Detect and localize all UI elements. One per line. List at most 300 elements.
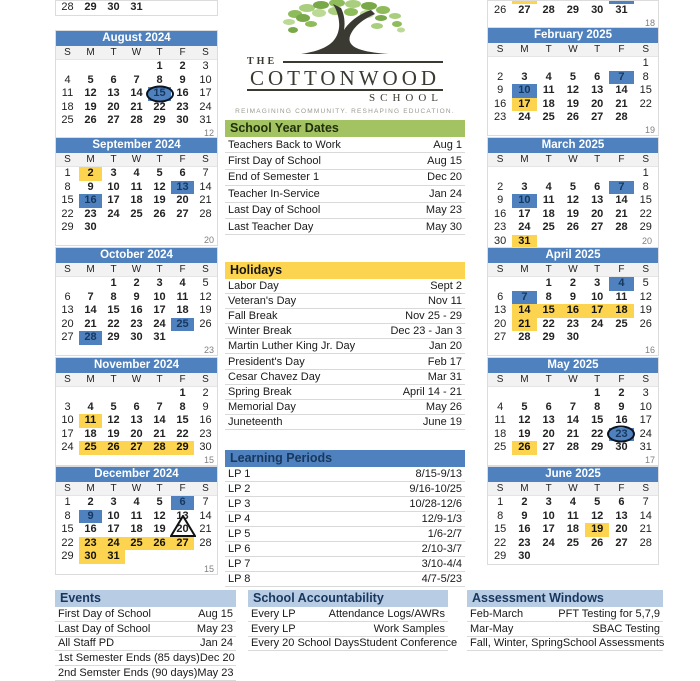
week-row bbox=[488, 304, 658, 318]
day-cell: 13 bbox=[591, 194, 604, 206]
day-cell: 24 bbox=[61, 441, 74, 453]
day-cell: 15 bbox=[591, 414, 604, 426]
day-cell bbox=[537, 167, 561, 181]
day-cell: 23 bbox=[199, 427, 212, 440]
row-value: Jan 20 bbox=[428, 340, 462, 353]
day-cell bbox=[634, 331, 658, 345]
week-row bbox=[56, 510, 217, 524]
day-cell: 29 bbox=[494, 550, 507, 562]
weekday-letter: T bbox=[110, 483, 117, 494]
calendar-april-2025 bbox=[487, 247, 659, 356]
week-row bbox=[488, 414, 658, 428]
day-cell: 6 bbox=[497, 290, 504, 303]
weekday-header bbox=[488, 373, 658, 387]
day-cell: 10 bbox=[512, 194, 536, 208]
weekday-letter: W bbox=[568, 264, 578, 275]
day-cell: 22 bbox=[639, 207, 652, 220]
day-cell bbox=[585, 550, 609, 564]
day-cell: 30 bbox=[615, 441, 628, 453]
day-cell bbox=[488, 167, 512, 181]
row-value: May 30 bbox=[425, 220, 462, 233]
day-cell: 24 bbox=[518, 111, 531, 123]
day-cell: 16 bbox=[518, 523, 531, 535]
row-value: Aug 1 bbox=[433, 138, 462, 151]
day-cell: 28 bbox=[61, 1, 74, 13]
day-cell bbox=[56, 277, 79, 291]
day-cell: 11 bbox=[176, 290, 189, 303]
day-cell: 28 bbox=[566, 441, 580, 453]
month-title: May 2025 bbox=[488, 358, 658, 373]
day-cell: 29 bbox=[171, 441, 194, 455]
month-title: March 2025 bbox=[488, 138, 658, 153]
day-cell: 20 bbox=[542, 427, 555, 440]
day-cell: 24 bbox=[153, 317, 166, 330]
day-cell bbox=[512, 277, 536, 291]
week-row bbox=[488, 84, 658, 98]
day-cell: 6 bbox=[133, 400, 140, 413]
day-cell: 27 bbox=[518, 4, 531, 16]
weekday-letter: S bbox=[202, 47, 209, 58]
day-cell: 27 bbox=[176, 207, 189, 220]
day-cell: 30 bbox=[130, 331, 143, 343]
day-cell bbox=[609, 235, 633, 249]
row-label: LP 1 bbox=[228, 468, 251, 480]
day-cell: 15 bbox=[537, 304, 561, 318]
day-cell: 3 bbox=[594, 277, 601, 289]
weekday-letter: W bbox=[131, 483, 142, 494]
day-cell: 26 bbox=[566, 111, 580, 123]
week-row bbox=[488, 550, 658, 564]
row-label: Fall, Winter, Spring bbox=[470, 637, 563, 650]
row-value: Dec 20 bbox=[427, 171, 462, 184]
calendar-august-2024 bbox=[55, 30, 218, 139]
day-cell: 21 bbox=[615, 207, 628, 220]
day-cell: 3 bbox=[521, 180, 528, 193]
weekday-header bbox=[56, 46, 217, 60]
day-cell: 26 bbox=[148, 537, 171, 551]
week-row bbox=[488, 194, 658, 208]
week-row bbox=[56, 441, 217, 455]
table-row bbox=[55, 607, 236, 622]
day-cell: 25 bbox=[542, 111, 555, 123]
weekday-letter: S bbox=[642, 154, 650, 165]
day-cell bbox=[512, 57, 536, 71]
weekday-header bbox=[56, 482, 217, 496]
row-value: Work Samples bbox=[373, 622, 445, 635]
week-row bbox=[488, 523, 658, 537]
day-cell bbox=[561, 235, 585, 249]
day-cell: 18 bbox=[566, 523, 580, 535]
weekday-letter: M bbox=[86, 483, 95, 494]
table-row bbox=[55, 651, 236, 666]
day-cell: 5 bbox=[110, 400, 117, 413]
week-row bbox=[56, 74, 217, 88]
weekday-letter: S bbox=[64, 264, 71, 275]
table-row bbox=[55, 622, 236, 637]
row-label: First Day of School bbox=[228, 155, 321, 168]
week-row bbox=[488, 331, 658, 345]
weekday-letter: M bbox=[520, 374, 529, 385]
day-cell: 31 bbox=[153, 331, 166, 343]
weekday-letter: T bbox=[594, 483, 601, 494]
day-cell bbox=[634, 550, 658, 564]
day-cell bbox=[125, 387, 148, 401]
day-cell bbox=[125, 221, 148, 235]
day-cell: 5 bbox=[521, 400, 528, 413]
weekday-letter: W bbox=[131, 264, 142, 275]
assessment-windows-table bbox=[467, 590, 663, 651]
day-cell: 14 bbox=[130, 87, 143, 99]
day-cell: 20 bbox=[615, 523, 628, 535]
day-cell bbox=[634, 111, 658, 125]
row-label: Labor Day bbox=[228, 280, 279, 293]
day-cell: 23 bbox=[609, 428, 633, 442]
day-cell: 21 bbox=[566, 427, 580, 440]
day-cell: 3 bbox=[545, 496, 552, 508]
weekday-letter: S bbox=[642, 264, 650, 275]
calendar-march-2025 bbox=[487, 137, 659, 249]
row-value: 4/7-5/23 bbox=[421, 573, 462, 585]
tree-icon bbox=[265, 0, 425, 56]
week-row bbox=[56, 1, 217, 15]
week-row bbox=[488, 98, 658, 112]
row-value: Nov 25 - 29 bbox=[405, 310, 462, 323]
day-cell: 25 bbox=[615, 317, 628, 330]
week-row bbox=[56, 401, 217, 415]
day-cell: 10 bbox=[107, 509, 120, 522]
day-cell: 3 bbox=[521, 70, 528, 83]
row-label: All Staff PD bbox=[58, 637, 115, 650]
day-cell: 13 bbox=[61, 304, 74, 316]
day-cell: 29 bbox=[107, 331, 120, 343]
day-cell: 5 bbox=[569, 180, 576, 193]
weekday-letter: F bbox=[618, 154, 625, 165]
week-row bbox=[56, 114, 217, 128]
day-cell: 14 bbox=[615, 84, 628, 96]
day-cell: 4 bbox=[569, 496, 576, 508]
day-cell: 23 bbox=[130, 317, 143, 330]
week-row bbox=[488, 318, 658, 332]
month-title: August 2024 bbox=[56, 31, 217, 46]
day-cell: 3 bbox=[202, 60, 209, 72]
week-row bbox=[488, 401, 658, 415]
weekday-letter: T bbox=[156, 374, 163, 385]
day-cell: 18 bbox=[494, 427, 507, 440]
day-cell: 2 bbox=[497, 180, 504, 193]
week-row bbox=[488, 167, 658, 181]
row-label: Mar-May bbox=[470, 622, 514, 635]
day-cell bbox=[512, 387, 536, 401]
day-cell: 28 bbox=[79, 331, 102, 345]
row-value: Dec 23 - Jan 3 bbox=[390, 325, 462, 338]
day-cell: 29 bbox=[591, 441, 604, 453]
day-cell: 14 bbox=[84, 304, 97, 316]
weekday-letter: S bbox=[496, 374, 504, 385]
day-cell: 2 bbox=[618, 387, 625, 399]
day-cell: 12 bbox=[153, 180, 166, 193]
day-cell: 18 bbox=[61, 100, 74, 113]
day-cell: 16 bbox=[494, 207, 507, 220]
month-title: September 2024 bbox=[56, 138, 217, 153]
day-cell: 16 bbox=[84, 523, 97, 535]
row-label: LP 3 bbox=[228, 498, 251, 510]
school-day-count: 18 bbox=[644, 17, 655, 28]
day-cell: 25 bbox=[542, 221, 555, 233]
row-value: May 26 bbox=[425, 400, 462, 413]
table-row bbox=[467, 622, 663, 637]
day-cell: 6 bbox=[64, 290, 71, 303]
week-row bbox=[56, 221, 217, 235]
day-cell bbox=[102, 387, 125, 401]
day-cell: 28 bbox=[518, 331, 531, 343]
day-cell: 26 bbox=[84, 114, 97, 126]
day-cell: 8 bbox=[642, 180, 649, 193]
day-cell bbox=[148, 1, 171, 15]
row-value: 1/6-2/7 bbox=[427, 528, 462, 540]
school-year-dates-table bbox=[225, 120, 465, 235]
day-cell: 3 bbox=[110, 167, 117, 179]
day-cell: 8 bbox=[110, 290, 117, 303]
day-cell: 14 bbox=[615, 194, 628, 206]
day-cell: 17 bbox=[542, 523, 555, 535]
day-cell: 13 bbox=[171, 181, 194, 195]
day-cell: 7 bbox=[156, 400, 163, 413]
day-cell: 1 bbox=[156, 60, 163, 72]
table-row bbox=[225, 203, 465, 219]
day-cell: 2 bbox=[521, 496, 528, 508]
day-cell: 16 bbox=[561, 304, 585, 318]
day-cell: 13 bbox=[176, 509, 189, 522]
day-cell: 15 bbox=[107, 304, 120, 316]
day-cell: 17 bbox=[153, 304, 166, 316]
row-label: Juneteenth bbox=[228, 415, 283, 428]
section-header: School Year Dates bbox=[225, 120, 465, 137]
day-cell: 19 bbox=[585, 523, 609, 537]
day-cell bbox=[194, 331, 217, 345]
day-cell: 25 bbox=[125, 537, 148, 551]
day-cell bbox=[194, 550, 217, 564]
day-cell: 22 bbox=[542, 317, 555, 330]
day-cell: 28 bbox=[615, 221, 628, 233]
day-cell: 21 bbox=[639, 523, 652, 535]
row-label: LP 5 bbox=[228, 528, 251, 540]
day-cell: 16 bbox=[494, 97, 507, 110]
day-cell bbox=[537, 550, 561, 564]
day-cell: 18 bbox=[84, 427, 97, 440]
day-cell: 17 bbox=[585, 304, 609, 318]
table-row bbox=[55, 666, 236, 681]
calendar-december-2024 bbox=[55, 466, 218, 575]
day-cell bbox=[102, 60, 125, 74]
cottonwood-school-logo bbox=[225, 0, 465, 114]
day-cell: 23 bbox=[79, 537, 102, 551]
day-cell: 17 bbox=[518, 207, 531, 220]
table-row bbox=[225, 170, 465, 186]
day-cell: 27 bbox=[615, 536, 628, 549]
day-cell: 29 bbox=[639, 221, 652, 233]
day-cell: 20 bbox=[591, 207, 604, 220]
day-cell: 17 bbox=[512, 98, 536, 112]
day-cell: 7 bbox=[642, 496, 649, 508]
day-cell: 27 bbox=[61, 331, 74, 343]
table-row bbox=[225, 186, 465, 202]
table-row bbox=[225, 527, 465, 542]
day-cell: 26 bbox=[494, 4, 507, 16]
month-title: June 2025 bbox=[488, 467, 658, 482]
row-value: Mar 31 bbox=[427, 370, 462, 383]
day-cell bbox=[148, 550, 171, 564]
table-row bbox=[248, 607, 448, 622]
table-row bbox=[225, 467, 465, 482]
school-day-count: 15 bbox=[203, 454, 214, 465]
weekday-letter: S bbox=[496, 154, 504, 165]
day-cell: 22 bbox=[494, 536, 507, 549]
weekday-letter: T bbox=[110, 154, 117, 165]
row-value: 12/9-1/3 bbox=[421, 513, 462, 525]
logo-tagline: REIMAGINING COMMUNITY. RESHAPING EDUCATION. bbox=[235, 108, 455, 115]
day-cell: 2 bbox=[569, 277, 576, 289]
day-cell: 7 bbox=[202, 496, 209, 508]
day-cell bbox=[634, 4, 658, 18]
weekday-letter: T bbox=[156, 154, 163, 165]
day-cell: 12 bbox=[566, 194, 580, 206]
day-cell: 7 bbox=[569, 400, 576, 413]
table-row bbox=[225, 370, 465, 385]
day-cell: 25 bbox=[566, 536, 580, 549]
weekday-letter: F bbox=[179, 264, 186, 275]
day-cell bbox=[194, 221, 217, 235]
day-cell: 24 bbox=[542, 536, 555, 549]
day-cell: 3 bbox=[110, 496, 117, 508]
day-cell: 27 bbox=[591, 111, 604, 123]
table-row bbox=[467, 637, 663, 652]
row-label: Last Teacher Day bbox=[228, 220, 314, 233]
day-cell: 21 bbox=[153, 427, 166, 440]
day-cell: 11 bbox=[542, 84, 555, 96]
day-cell: 18 bbox=[542, 207, 555, 220]
day-cell: 1 bbox=[594, 387, 601, 399]
day-cell: 31 bbox=[130, 1, 143, 13]
row-value: Attendance Logs/AWRs bbox=[328, 607, 445, 620]
month-title: December 2024 bbox=[56, 467, 217, 482]
day-cell: 17 bbox=[199, 87, 212, 99]
row-value: Jan 24 bbox=[199, 637, 233, 650]
day-cell: 5 bbox=[156, 167, 163, 179]
day-cell: 28 bbox=[542, 4, 555, 16]
table-row bbox=[225, 354, 465, 369]
table-row bbox=[225, 542, 465, 557]
row-label: LP 7 bbox=[228, 558, 251, 570]
day-cell: 7 bbox=[133, 73, 140, 86]
weekday-letter: S bbox=[496, 483, 504, 494]
day-cell: 26 bbox=[566, 221, 580, 233]
day-cell: 11 bbox=[130, 180, 143, 193]
school-day-count: 19 bbox=[644, 124, 655, 135]
section-header: School Accountability bbox=[248, 590, 448, 607]
week-row bbox=[488, 387, 658, 401]
table-row bbox=[225, 512, 465, 527]
day-cell: 20 bbox=[176, 194, 189, 206]
weekday-letter: M bbox=[520, 154, 529, 165]
week-row bbox=[488, 291, 658, 305]
row-label: LP 4 bbox=[228, 513, 251, 525]
day-cell: 8 bbox=[594, 400, 601, 413]
day-cell: 15 bbox=[639, 194, 652, 206]
day-cell: 29 bbox=[61, 550, 74, 562]
day-cell: 14 bbox=[199, 509, 212, 522]
day-cell: 16 bbox=[615, 414, 628, 426]
table-row bbox=[467, 607, 663, 622]
row-value: Aug 15 bbox=[427, 155, 462, 168]
weekday-letter: T bbox=[110, 264, 117, 275]
day-cell bbox=[537, 235, 561, 249]
day-cell: 10 bbox=[591, 290, 604, 303]
day-cell: 3 bbox=[156, 277, 163, 289]
day-cell: 18 bbox=[130, 523, 143, 535]
weekday-letter: W bbox=[131, 154, 142, 165]
day-cell: 8 bbox=[64, 509, 71, 522]
week-row bbox=[56, 208, 217, 222]
day-cell bbox=[561, 550, 585, 564]
row-label: LP 2 bbox=[228, 483, 251, 495]
week-row bbox=[488, 235, 658, 249]
row-value: Feb 17 bbox=[427, 355, 462, 368]
day-cell bbox=[537, 57, 561, 71]
day-cell bbox=[56, 60, 79, 74]
row-label: Fall Break bbox=[228, 310, 278, 323]
day-cell: 28 bbox=[639, 536, 652, 549]
weekday-letter: S bbox=[64, 483, 71, 494]
row-label: Winter Break bbox=[228, 325, 292, 338]
day-cell: 10 bbox=[639, 400, 652, 413]
day-cell: 1 bbox=[642, 167, 649, 179]
table-row bbox=[225, 137, 465, 153]
day-cell bbox=[585, 57, 609, 71]
day-cell: 26 bbox=[512, 441, 536, 455]
day-cell: 28 bbox=[130, 114, 143, 126]
row-value: Jan 24 bbox=[428, 187, 462, 200]
day-cell bbox=[148, 221, 171, 235]
day-cell: 1 bbox=[110, 277, 117, 289]
calendar-january-2025-partial bbox=[487, 0, 659, 29]
day-cell: 25 bbox=[61, 114, 74, 126]
logo-the-text: THE bbox=[247, 56, 278, 67]
day-cell: 31 bbox=[102, 550, 125, 564]
day-cell: 7 bbox=[609, 181, 633, 195]
logo-rule bbox=[283, 61, 443, 63]
weekday-letter: M bbox=[520, 483, 529, 494]
day-cell: 9 bbox=[569, 290, 576, 303]
weekday-letter: S bbox=[64, 47, 71, 58]
week-row bbox=[56, 428, 217, 442]
calendar-october-2024 bbox=[55, 247, 218, 356]
day-cell: 5 bbox=[594, 496, 601, 508]
day-cell: 4 bbox=[133, 496, 140, 508]
day-cell bbox=[171, 331, 194, 345]
day-cell: 22 bbox=[591, 427, 604, 440]
day-cell: 4 bbox=[609, 277, 633, 291]
events-table bbox=[55, 590, 236, 681]
day-cell: 8 bbox=[179, 400, 186, 413]
weekday-letter: S bbox=[642, 374, 650, 385]
day-cell bbox=[537, 387, 561, 401]
day-cell: 16 bbox=[199, 414, 212, 426]
weekday-letter: W bbox=[568, 374, 578, 385]
day-cell: 11 bbox=[130, 509, 143, 522]
week-row bbox=[488, 510, 658, 524]
day-cell: 5 bbox=[202, 277, 209, 289]
day-cell: 8 bbox=[64, 180, 71, 193]
